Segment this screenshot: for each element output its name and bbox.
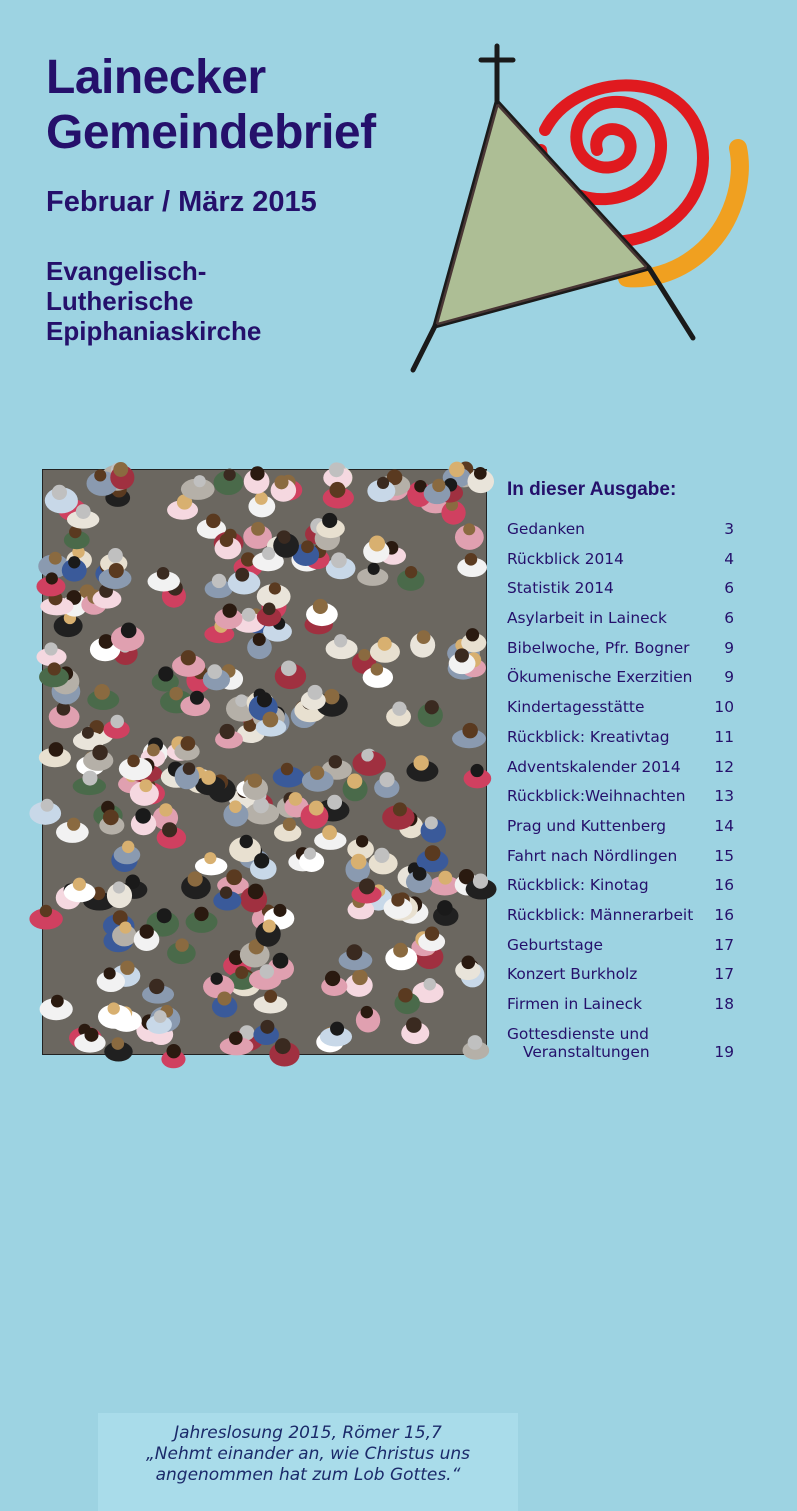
crowd-head	[183, 762, 196, 775]
toc-item-page: 16	[714, 905, 734, 924]
toc-item[interactable]	[507, 698, 734, 728]
toc-item[interactable]	[507, 758, 734, 788]
crowd-head	[368, 563, 380, 575]
crowd-head	[347, 773, 362, 788]
crowd-head	[110, 715, 124, 729]
crowd-head	[470, 764, 483, 777]
crowd-head	[194, 907, 208, 921]
crowd-head	[113, 462, 128, 477]
toc-item-page: 18	[714, 995, 734, 1013]
crowd-head	[248, 884, 264, 900]
crowd-head	[361, 1006, 373, 1018]
crowd-head	[82, 771, 97, 786]
toc-item[interactable]	[507, 906, 734, 936]
crowd-head	[40, 905, 52, 917]
crowd-head	[220, 724, 235, 739]
crowd-head	[222, 603, 236, 617]
toc-item[interactable]	[507, 876, 734, 906]
crowd-head	[157, 567, 170, 580]
toc-item[interactable]	[507, 520, 734, 550]
issue-date: Februar / März 2015	[46, 186, 317, 218]
toc-item[interactable]	[507, 847, 734, 877]
crowd-head	[406, 1017, 422, 1033]
toc-item-label: Kindertagesstätte	[507, 698, 645, 717]
toc-item-page: 15	[714, 846, 734, 865]
crowd-head	[263, 919, 276, 932]
annual-motto-caption	[98, 1413, 518, 1511]
crowd-head	[398, 988, 412, 1002]
toc-item-label: Geburtstage	[507, 935, 604, 954]
crowd-head	[206, 514, 220, 528]
crowd-head	[352, 969, 368, 985]
crowd-head	[76, 504, 91, 519]
crowd-head	[190, 691, 204, 705]
toc-item-page: 9	[724, 638, 734, 657]
crowd-head	[425, 927, 439, 941]
crowd-head	[121, 623, 137, 639]
toc-item-page: 17	[714, 935, 734, 954]
crowd-head	[474, 467, 487, 480]
crowd-head	[371, 663, 383, 675]
crowd-head	[322, 513, 337, 528]
toc-item-page: 9	[724, 668, 734, 687]
crowd-head	[392, 701, 406, 715]
crowd-head	[201, 770, 216, 785]
toc-item[interactable]	[507, 936, 734, 966]
crowd-head	[369, 536, 385, 552]
crowd-head	[307, 685, 322, 700]
crowd-head	[466, 628, 479, 641]
crowd-head	[253, 633, 266, 646]
crowd-head	[391, 893, 404, 906]
crowd-head	[269, 582, 281, 594]
crowd-head	[378, 637, 392, 651]
crowd-head	[322, 825, 337, 840]
crowd-head	[122, 841, 134, 853]
toc-item[interactable]	[507, 1025, 734, 1061]
church-line-1: Evangelisch-	[46, 256, 207, 286]
crowd-head	[264, 990, 277, 1003]
crowd-head	[437, 900, 453, 916]
crowd-head	[242, 608, 256, 622]
crowd-head	[309, 801, 324, 816]
crowd-head	[48, 662, 61, 675]
crowd-head	[455, 648, 469, 662]
toc-item[interactable]	[507, 787, 734, 817]
crowd-head	[159, 803, 172, 816]
crowd-head	[358, 649, 370, 661]
crowd-head	[417, 630, 431, 644]
crowd-head	[229, 800, 242, 813]
title-line-2: Gemeindebrief	[46, 106, 376, 159]
crowd-head	[194, 475, 206, 487]
crowd-head	[289, 792, 303, 806]
crowd-head	[325, 971, 340, 986]
crowd-head	[217, 991, 231, 1005]
toc-item-label: Konzert Burkholz	[507, 965, 638, 984]
toc-heading: In dieser Ausgabe:	[507, 479, 677, 500]
toc-item-label: Veranstaltungen	[523, 1042, 650, 1061]
toc-item-page: 14	[714, 816, 734, 835]
crowd-head	[281, 660, 297, 676]
crowd-head	[346, 944, 362, 960]
crowd-head	[94, 684, 110, 700]
crowd-head	[393, 802, 407, 816]
crowd-head	[254, 853, 269, 868]
church-name	[46, 256, 261, 346]
crowd-head	[432, 479, 445, 492]
crowd-head	[147, 744, 160, 757]
newsletter-title	[46, 50, 376, 160]
toc-item-label: Statistik 2014	[507, 579, 614, 598]
crowd-head	[327, 795, 342, 810]
crowd-head	[108, 1002, 120, 1014]
crowd-head	[438, 871, 452, 885]
crowd-head	[329, 462, 344, 477]
crowd-head	[425, 845, 441, 861]
crowd-head	[204, 852, 216, 864]
crowd-head	[301, 540, 314, 553]
crowd-head	[220, 886, 232, 898]
crowd-head	[461, 955, 475, 969]
crowd-head	[73, 878, 86, 891]
toc-item[interactable]	[507, 668, 734, 698]
crowd-head	[275, 1038, 291, 1054]
crowd-head	[67, 818, 80, 831]
crowd-head	[175, 938, 188, 951]
toc-item-label: Rückblick:Weihnachten	[507, 787, 686, 806]
crowd-head	[361, 749, 373, 761]
toc-item-label: Rückblick: Kinotag	[507, 876, 649, 895]
crowd-head	[94, 469, 106, 481]
church-line-3: Epiphaniaskirche	[46, 316, 262, 346]
caption-line-1: Jahreslosung 2015, Römer 15,7	[174, 1423, 442, 1443]
church-line-2: Lutherische	[46, 286, 194, 316]
crowd-head	[92, 745, 107, 760]
toc-item-label: Rückblick: Männerarbeit	[507, 905, 694, 924]
crowd-head	[251, 522, 265, 536]
crowd-head	[181, 736, 196, 751]
crowd-head	[324, 689, 340, 705]
crowd-head	[111, 1037, 124, 1050]
crowd-head	[154, 1010, 167, 1023]
crowd-head	[149, 979, 164, 994]
crowd-head	[379, 772, 394, 787]
crowd-head	[162, 822, 177, 837]
crowd-head	[104, 967, 116, 979]
crowd-head	[226, 869, 242, 885]
toc-item-label: Fahrt nach Nördlingen	[507, 846, 678, 865]
crowd-head	[424, 978, 436, 990]
toc-item-page: 6	[724, 609, 734, 628]
toc-item-page: 12	[714, 757, 734, 776]
crowd-head	[304, 847, 316, 859]
crowd-head	[351, 854, 367, 870]
crowd-head	[52, 485, 67, 500]
church-tent-cross-spiral-icon	[405, 40, 755, 380]
toc-item-label: Ökumenische Exerzitien	[507, 668, 693, 687]
toc-item-label: Adventskalender 2014	[507, 757, 681, 776]
crowd-head	[278, 531, 291, 544]
crowd-head	[44, 642, 57, 655]
crowd-head	[223, 469, 235, 481]
crowd-head	[108, 548, 123, 563]
toc-item-page: 6	[724, 579, 734, 598]
crowd-head	[127, 755, 140, 768]
crowd-head	[49, 552, 62, 565]
crowd-head	[462, 723, 477, 738]
crowd-head	[331, 552, 347, 568]
crowd-head	[103, 809, 119, 825]
crowd-head	[393, 943, 408, 958]
caption-line-3: angenommen hat zum Lob Gottes.“	[155, 1465, 461, 1485]
crowd-head	[49, 742, 64, 757]
crowd-head	[211, 972, 223, 984]
crowd-head	[413, 755, 428, 770]
crowd-head	[68, 556, 80, 568]
crowd-head	[139, 779, 152, 792]
toc-item-label: Asylarbeit in Laineck	[507, 609, 667, 628]
crowd-from-above-image	[43, 470, 486, 1054]
church-logo	[405, 40, 755, 380]
crowd-head	[310, 766, 324, 780]
crowd-head	[283, 818, 296, 831]
crowd-head	[425, 816, 438, 829]
toc-item-label: Prag und Kuttenberg	[507, 816, 667, 835]
crowd-head	[405, 566, 417, 578]
toc-item-page: 3	[724, 520, 734, 538]
toc-item-label: Rückblick: Kreativtag	[507, 727, 670, 746]
toc-item[interactable]	[507, 995, 734, 1025]
crowd-head	[260, 964, 274, 978]
crowd-head	[120, 961, 134, 975]
crowd-head	[248, 773, 262, 787]
crowd-head	[46, 572, 58, 584]
crowd-head	[181, 650, 196, 665]
crowd-head	[425, 700, 439, 714]
crowd-head	[84, 1028, 98, 1042]
crowd-head	[329, 482, 345, 498]
crowd-head	[468, 1035, 483, 1050]
crowd-head	[235, 568, 249, 582]
toc-item[interactable]	[507, 579, 734, 609]
toc-item-label: Gedanken	[507, 520, 585, 538]
crowd-head	[329, 755, 342, 768]
crowd-head	[250, 466, 264, 480]
crowd-head	[188, 871, 203, 886]
toc-item-page: 13	[714, 787, 734, 806]
crowd-head	[257, 692, 272, 707]
crowd-head	[169, 687, 183, 701]
crowd-head	[359, 878, 375, 894]
toc-item-page: 10	[714, 698, 734, 717]
crowd-head	[260, 1020, 274, 1034]
crowd-head	[334, 634, 347, 647]
toc-item-label: Rückblick 2014	[507, 549, 624, 568]
crowd-head	[463, 523, 475, 535]
crowd-head	[207, 664, 222, 679]
crowd-head	[41, 799, 54, 812]
crowd-head	[212, 574, 226, 588]
crowd-head	[262, 712, 278, 728]
crowd-head	[166, 1044, 180, 1058]
crowd-head	[109, 563, 124, 578]
crowd-head	[263, 602, 276, 615]
toc-item-page: 4	[724, 549, 734, 568]
crowd-head	[240, 835, 253, 848]
crowd-head	[374, 848, 389, 863]
crowd-head	[99, 634, 114, 649]
crowd-head	[262, 547, 275, 560]
crowd-head	[449, 462, 465, 478]
crowd-head	[465, 553, 478, 566]
crowd-head	[273, 953, 289, 969]
crowd-head	[235, 694, 248, 707]
crowd-head	[157, 908, 172, 923]
crowd-head	[330, 1022, 344, 1036]
toc-item-page: 17	[714, 965, 734, 984]
crowd-head	[313, 599, 328, 614]
crowd-head	[158, 666, 173, 681]
toc-item-label: Firmen in Laineck	[507, 995, 642, 1013]
toc-item[interactable]	[507, 965, 734, 995]
crowd-head	[139, 924, 153, 938]
toc-item-page: 19	[714, 1042, 734, 1061]
crowd-head	[274, 475, 288, 489]
toc-item-label: Gottesdienste und	[507, 1024, 649, 1043]
toc-item-label: Bibelwoche, Pfr. Bogner	[507, 638, 690, 657]
crowd-head	[220, 533, 234, 547]
toc-item-page: 11	[714, 727, 734, 746]
toc-item[interactable]	[507, 550, 734, 580]
crowd-head	[235, 966, 248, 979]
crowd-head	[413, 867, 427, 881]
title-line-1: Lainecker	[46, 51, 266, 104]
crowd-head	[273, 904, 286, 917]
crowd-head	[473, 874, 488, 889]
toc-item[interactable]	[507, 609, 734, 639]
toc-item[interactable]	[507, 728, 734, 758]
table-of-contents	[507, 520, 734, 1061]
crowd-head	[356, 835, 368, 847]
crowd-head	[82, 727, 94, 739]
toc-item-page: 16	[714, 876, 734, 895]
toc-item[interactable]	[507, 817, 734, 847]
crowd-head	[281, 763, 293, 775]
crowd-head	[119, 921, 131, 933]
toc-item[interactable]	[507, 639, 734, 669]
crowd-photo	[42, 469, 487, 1485]
crowd-head	[135, 808, 151, 824]
crowd-head	[113, 881, 125, 893]
caption-line-2: „Nehmt einander an, wie Christus uns	[146, 1444, 470, 1464]
crowd-head	[229, 1031, 243, 1045]
crowd-head	[255, 492, 268, 505]
crowd-head	[51, 995, 64, 1008]
crowd-head	[377, 477, 389, 489]
